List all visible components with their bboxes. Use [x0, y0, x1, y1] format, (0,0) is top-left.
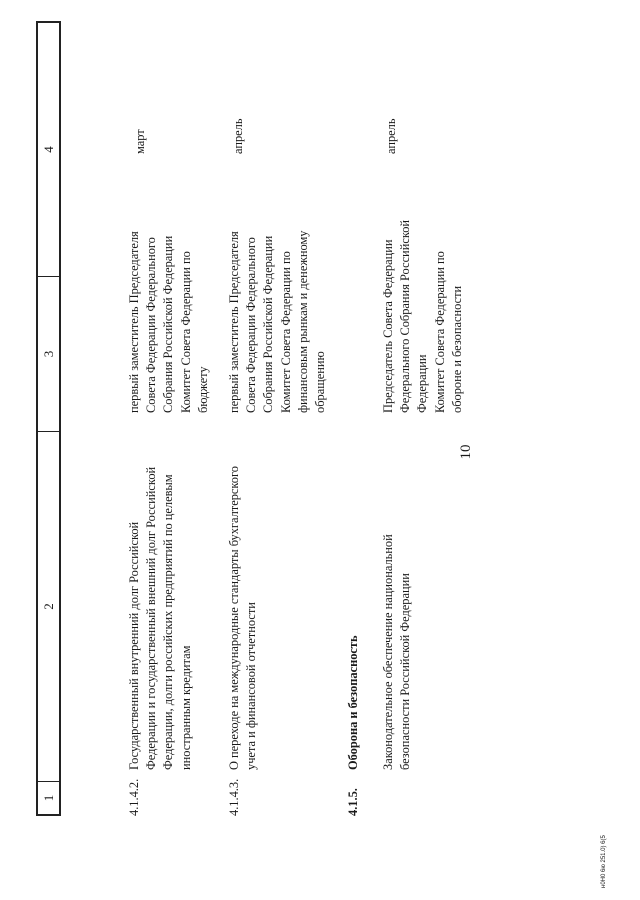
text-line: О переходе на международные стандарты бухгалтерского: [227, 466, 241, 770]
text-line: Федерального Собрания Российской: [398, 219, 413, 413]
text-line: обороне и безопасности: [449, 285, 464, 413]
column-header-3: 3: [38, 276, 59, 431]
text-line: учета и финансовой отчетности: [244, 602, 259, 770]
text-line: Собрания Российской Федерации: [161, 235, 176, 413]
text-line: Собрания Российской Федерации: [261, 235, 276, 413]
text-line: бюджету: [195, 366, 210, 413]
text-line: обращению: [313, 351, 328, 413]
text-line: Федерации и государственный внешний долг Российской: [144, 466, 159, 770]
row-number: 4.1.4.2.: [127, 778, 141, 816]
row-responsible: [226, 230, 329, 413]
text-line: Совета Федерации Федерального: [244, 237, 259, 413]
row-topic: [380, 534, 414, 770]
row-term: апрель: [231, 118, 245, 154]
text-line: финансовым рынкам и денежному: [295, 230, 310, 413]
text-line: Государственный внутренний долг Российской: [127, 521, 141, 770]
text-line: Федерации, долги российских предприятий по целевым: [161, 474, 176, 770]
text-line: первый заместитель Председателя: [227, 231, 241, 413]
row-responsible: [126, 231, 212, 413]
section-number: 4.1.5.: [346, 788, 360, 816]
column-header-1: 1: [38, 781, 59, 814]
column-header-table: [36, 21, 61, 816]
column-header-2: 2: [38, 431, 59, 781]
text-line: Совета Федерации Федерального: [144, 237, 159, 413]
text-line: первый заместитель Председателя: [127, 231, 141, 413]
section-title: Оборона и безопасность: [346, 635, 360, 770]
text-line: Законодательное обеспечение национальной: [381, 534, 395, 770]
row-term: март: [133, 129, 147, 154]
text-line: безопасности Российской Федерации: [398, 573, 413, 770]
row-term: апрель: [384, 118, 398, 154]
row-topic: [226, 466, 260, 770]
text-line: Федерации: [415, 354, 430, 413]
column-header-4: 4: [40, 146, 56, 153]
row-topic: [126, 467, 195, 770]
row-responsible: [380, 220, 466, 413]
text-line: Комитет Совета Федерации по: [278, 251, 293, 413]
text-line: Комитет Совета Федерации по: [178, 251, 193, 413]
text-line: иностранным кредитам: [178, 645, 193, 770]
document-code: н0Н0 6ю 251.0) 6(5: [601, 835, 607, 888]
text-line: Председатель Совета Федерации: [381, 239, 395, 413]
row-number: 4.1.4.3.: [227, 778, 241, 816]
text-line: Комитет Совета Федерации по: [432, 251, 447, 413]
page-number: 10: [458, 444, 474, 460]
